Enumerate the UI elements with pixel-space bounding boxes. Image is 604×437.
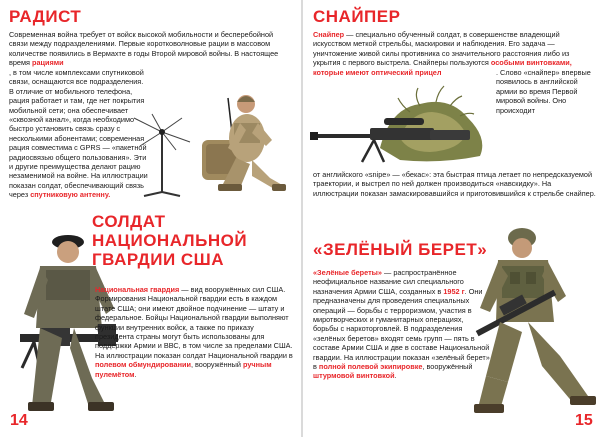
guard-text-armed: , вооружённый <box>190 360 243 370</box>
guard-text-body: — вид вооружённых сил США. Формирования Национальной гвардии есть в каждом штате США; они имеют двойное подчинение — штату и федеральное. Бойцы Национальной гвардии выполняют функции внутренних войск, а также по приказу президента страны могут быть использованы для поддержки Армии и ВВС, в том числе за пределами США. На иллюстрации показан солдат Национальной гвардии в <box>95 285 293 360</box>
green-beret-red-gear: полной полевой экипировке <box>318 362 423 372</box>
page-number-left: 14 <box>10 412 28 429</box>
guard-title-line1: СОЛДАТ <box>92 212 166 231</box>
guard-title-line2: НАЦИОНАЛЬНОЙ <box>92 231 248 250</box>
green-beret-red-rifle: штурмовой винтовкой <box>313 371 395 381</box>
green-beret-title: «ЗЕЛЁНЫЙ БЕРЕТ» <box>313 240 488 259</box>
radist-red-racii: рациями <box>32 58 64 68</box>
green-beret-text-part2: . Они предназначены для проведения специальных операций — борьбы с терроризмом, участия в миротворческих и гуманитарных операциях, борьбы с наркоторговлей. В подразделения «зелёных беретов» входят семь групп — пять в составе Армии США и две в составе Национальной гвардии. На иллюстрации показан «зелёный берет» в <box>313 286 490 372</box>
green-beret-text-part1: — распространённое неофициальное название сил специального назначения Армии США, созданных в <box>313 268 464 296</box>
page-gutter <box>301 0 303 437</box>
green-beret-red-lead: «Зелёные береты» <box>313 268 382 277</box>
guard-red-mg: ручным пулемётом <box>95 360 272 379</box>
radist-text-column <box>9 68 149 200</box>
green-beret-red-year: 1952 г <box>443 286 465 296</box>
guard-red-lead: Национальная гвардия <box>95 285 180 294</box>
radio-operator-figure <box>192 78 287 193</box>
green-beret-text <box>313 268 491 381</box>
guard-text <box>95 285 293 379</box>
radist-text-part1: Современная война требует от войск высокой мобильности и бесперебойной связи между подразделениями. Первые коротковолновые рации в массовом количестве появились в Вермахте в годы Второй мировой войны. В настоящее время <box>9 30 279 68</box>
sniper-title: СНАЙПЕР <box>313 7 401 26</box>
page-number-right: 15 <box>575 412 593 429</box>
sniper-red-rifles: особыми винтовками, которые имеют оптический прицел <box>313 58 572 77</box>
radist-text-part2: , в том числе комплексами спутниковой связи, оснащаются все подразделения. В отличие от мобильного телефона, рация работает и там, где нет покрытия мобильной сети; она обеспечивает «сквозной канал», когда необходимо быстро установить связь сразу с несколькими абонентами; современная рация совместима с GPRS — «пакетной радиосвязью общего пользования». Эти и другие преимущества делают рацию незаменимой на войне. На иллюстрации показан солдат, обеспечивающий связь через <box>9 68 148 200</box>
sniper-ghillie-figure <box>310 78 510 170</box>
green-beret-text-end: . <box>394 371 397 381</box>
green-beret-soldier-figure <box>470 226 600 416</box>
radist-title: РАДИСТ <box>9 7 82 26</box>
sniper-red-lead: Снайпер <box>313 30 345 39</box>
sniper-text-part2: . Слово «снайпер» впервые появилось в английской армии во время Первой мировой войны. Оно происходит <box>496 68 591 115</box>
guard-title-line3: ГВАРДИИ США <box>92 250 225 269</box>
sniper-text-column <box>496 68 596 115</box>
sniper-text-bottom <box>313 170 596 198</box>
radist-red-antenna: спутниковую антенну. <box>30 190 111 200</box>
satellite-antenna-icon <box>132 112 192 197</box>
guard-text-end: . <box>134 369 137 379</box>
guard-red-uniform: полевом обмундировании <box>95 360 191 370</box>
radist-text <box>9 30 292 68</box>
sniper-text-part3: от английского «snipe» — «бекас»: эта быстрая птица летает по непредсказуемой траектории, и выстрел по ней должен производиться «навскидку». На иллюстрации показан замаскировавшийся и приготовившийся к стрельбе снайпер. <box>313 170 596 198</box>
green-beret-text-part3: , вооружённый <box>422 362 473 372</box>
sniper-text-part1: — специально обученный солдат, в совершенстве владеющий искусством меткой стрельбы, маскировки и наблюдения. Его задача — уничтожение живой силы противника со значительного расстояния либо из укрытия с первого выстрела. Снайперы пользуются <box>313 30 570 68</box>
